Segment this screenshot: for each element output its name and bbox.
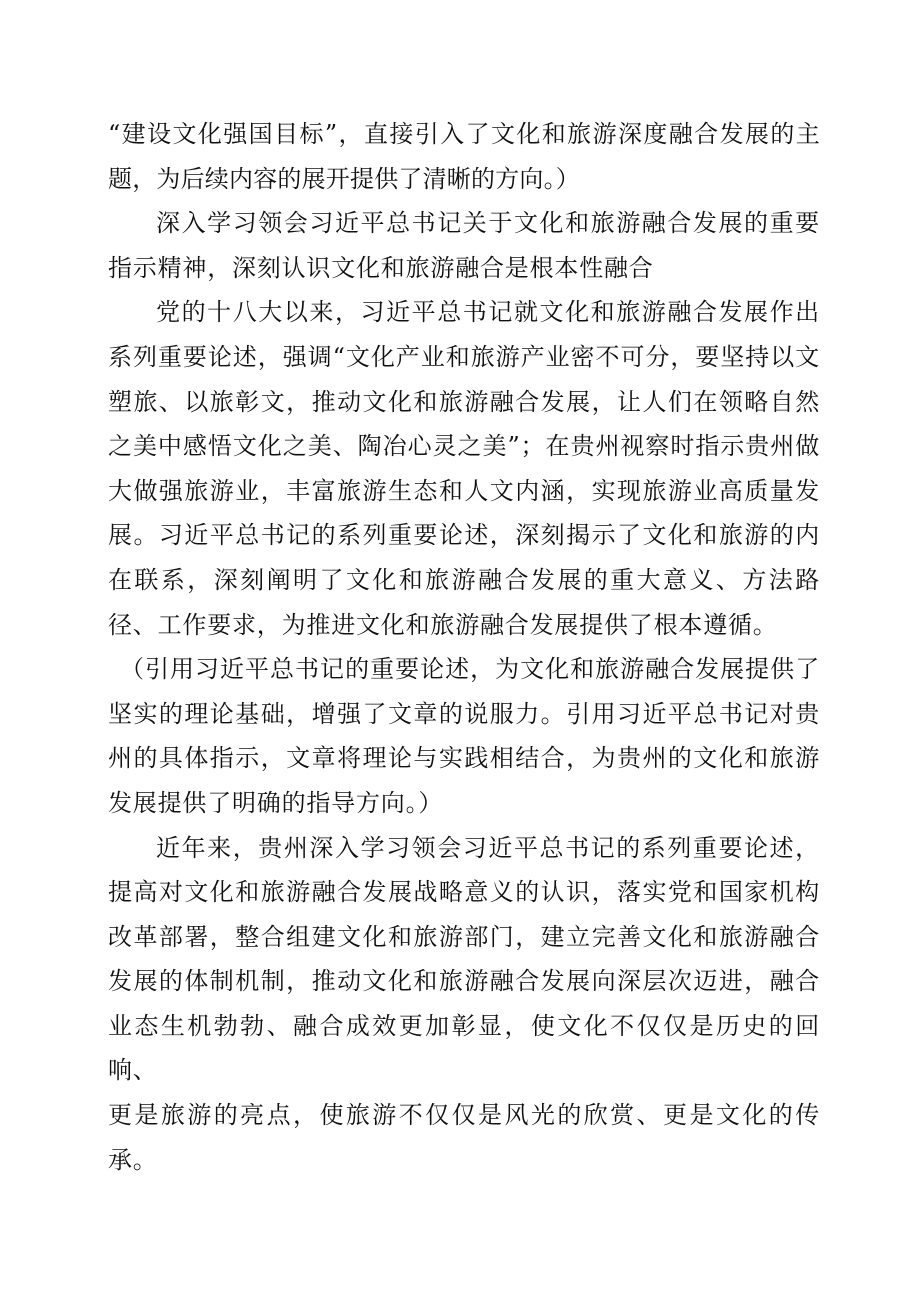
paragraph-guizhou-practice: 近年来，贵州深入学习领会习近平总书记的系列重要论述，提高对文化和旅游融合发展战略意义的认识，落实党和国家机构改革部署，整合组建文化和旅游部门，建立完善文化和旅游融合发展的体制机制，推动文化和旅游融合发展向深层次迈进，融合业态生机勃勃、融合成效更加彰显，使文化不仅仅是历史的回响、 (108, 833, 820, 1085)
paragraph-commentary-end: “建设文化强国目标”，直接引入了文化和旅游深度融合发展的主题，为后续内容的展开提供了清晰的方向。） (108, 120, 820, 193)
document-body (108, 112, 820, 1182)
paragraph-commentary-note: （引用习近平总书记的重要论述，为文化和旅游融合发展提供了坚实的理论基础，增强了文章的说服力。引用习近平总书记对贵州的具体指示，文章将理论与实践相结合，为贵州的文化和旅游发展提供了明确的指导方向。） (108, 655, 820, 817)
paragraph-important-remarks: 党的十八大以来，习近平总书记就文化和旅游融合发展作出系列重要论述，强调“文化产业和旅游产业密不可分，要坚持以文塑旅、以旅彰文，推动文化和旅游融合发展，让人们在领略自然之美中感悟文化之美、陶冶心灵之美”；在贵州视察时指示贵州做大做强旅游业，丰富旅游生态和人文内涵，实现旅游业高质量发展。习近平总书记的系列重要论述，深刻揭示了文化和旅游的内在联系，深刻阐明了文化和旅游融合发展的重大意义、方法路径、工作要求，为推进文化和旅游融合发展提供了根本遵循。 (108, 298, 820, 639)
paragraph-section-heading: 深入学习领会习近平总书记关于文化和旅游融合发展的重要指示精神，深刻认识文化和旅游融合是根本性融合 (108, 209, 820, 282)
paragraph-closing-line: 更是旅游的亮点，使旅游不仅仅是风光的欣赏、更是文化的传承。 (108, 1101, 820, 1174)
